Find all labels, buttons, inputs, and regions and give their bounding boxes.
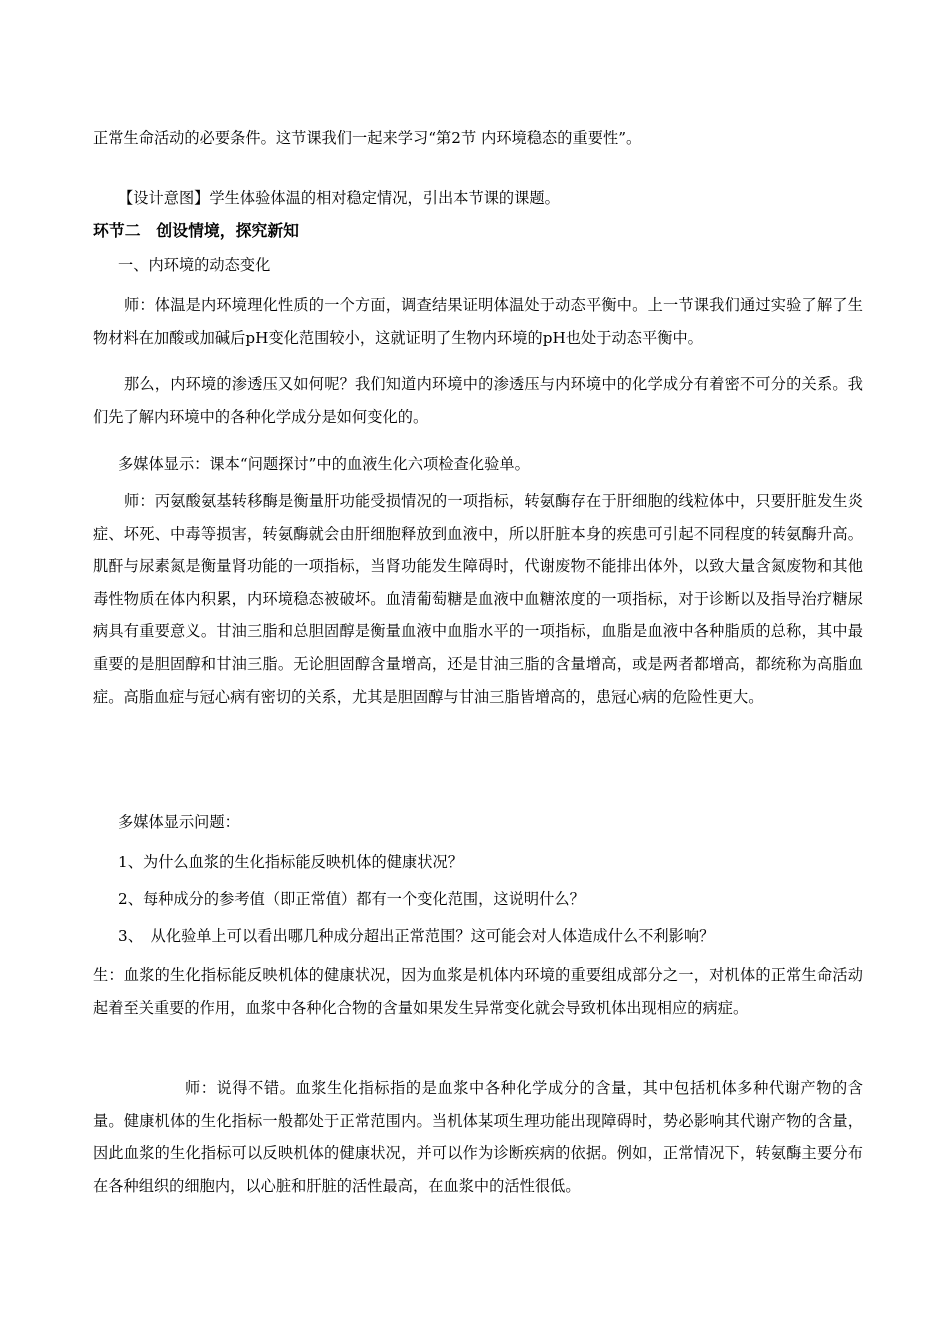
paragraph-multimedia-questions: 多媒体显示问题： <box>118 813 240 831</box>
subsection-heading: 一、内环境的动态变化 <box>118 256 271 274</box>
paragraph-design-intent: 【设计意图】学生体验体温的相对稳定情况，引出本节课的课题。 <box>118 189 560 207</box>
paragraph-student-answer: 生：血浆的生化指标能反映机体的健康状况，因为血浆是机体内环境的重要组成部分之一，对机体的正常生命活动起着至关重要的作用，血浆中各种化合物的含量如果发生异常变化就会导致机体出现相应的病症。 <box>93 966 863 1017</box>
section-heading: 环节二 创设情境，探究新知 <box>93 223 300 240</box>
paragraph-intro-end: 正常生命活动的必要条件。这节课我们一起来学习“第2节 内环境稳态的重要性”。 <box>93 129 642 147</box>
paragraph-multimedia-display: 多媒体显示：课本“问题探讨”中的血液生化六项检查化验单。 <box>118 455 530 473</box>
paragraph-teacher-response: 师：说得不错。血浆生化指标指的是血浆中各种化学成分的含量，其中包括机体多种代谢产物的含量。健康机体的生化指标一般都处于正常范围内。当机体某项生理功能出现障碍时，势必影响其代谢产物的含量，因此血浆的生化指标可以反映机体的健康状况，并可以作为诊断疾病的依据。例如，正常情况下，转氨酶主要分布在各种组织的细胞内，以心脏和肝脏的活性最高，在血浆中的活性很低。 <box>93 1079 863 1195</box>
question-item-2: 2、每种成分的参考值（即正常值）都有一个变化范围，这说明什么？ <box>118 890 585 908</box>
paragraph-teacher-enzymes: 师：丙氨酸氨基转移酶是衡量肝功能受损情况的一项指标，转氨酶存在于肝细胞的线粒体中，只要肝脏发生炎症、坏死、中毒等损害，转氨酶就会由肝细胞释放到血液中，所以肝脏本身的疾患可引起不同程度的转氨酶升高。肌酐与尿素氮是衡量肾功能的一项指标，当肾功能发生障碍时，代谢废物不能排出体外，以致大量含氮废物和其他毒性物质在体内积累，内环境稳态被破坏。血清葡萄糖是血液中血糖浓度的一项指标，对于诊断以及指导治疗糖尿病具有重要意义。甘油三脂和总胆固醇是衡量血液中血脂水平的一项指标，血脂是血液中各种脂质的总称，其中最重要的是胆固醇和甘油三脂。无论胆固醇含量增高，还是甘油三脂的含量增高，或是两者都增高，都统称为高脂血症。高脂血症与冠心病有密切的关系，尤其是胆固醇与甘油三脂皆增高的，患冠心病的危险性更大。 <box>93 492 863 706</box>
paragraph-teacher-temperature: 师：体温是内环境理化性质的一个方面，调查结果证明体温处于动态平衡中。上一节课我们通过实验了解了生物材料在加酸或加碱后pH变化范围较小，这就证明了生物内环境的pH也处于动态平衡中。 <box>93 296 863 347</box>
paragraph-osmotic-pressure: 那么，内环境的渗透压又如何呢？我们知道内环境中的渗透压与内环境中的化学成分有着密不可分的关系。我们先了解内环境中的各种化学成分是如何变化的。 <box>93 375 863 426</box>
question-item-1: 1、为什么血浆的生化指标能反映机体的健康状况？ <box>118 853 463 871</box>
question-item-3: 3、 从化验单上可以看出哪几种成分超出正常范围？这可能会对人体造成什么不利影响？ <box>118 927 715 945</box>
